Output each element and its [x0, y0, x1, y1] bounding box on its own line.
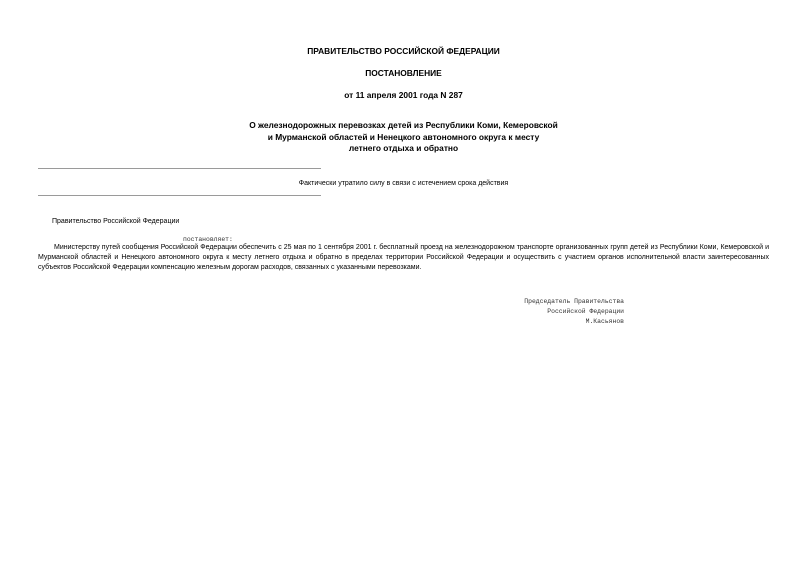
document-type-heading: ПОСТАНОВЛЕНИЕ: [365, 68, 442, 78]
signature-country: Российской Федерации: [547, 308, 624, 315]
decree-word: постановляет:: [183, 236, 233, 243]
organization-heading: ПРАВИТЕЛЬСТВО РОССИЙСКОЙ ФЕДЕРАЦИИ: [307, 46, 500, 56]
body-paragraph: Министерству путей сообщения Российской Федерации обеспечить с 25 мая по 1 сентября 2001 г. бесплатный проезд на железнодорожном транспорте организованных групп детей из Республики Коми, Кемеровской и Мурманской областей и Ненецкого автономного округа к месту летнего отдыха и обратно в пределах территории Российской Федерации и осуществить с участием органов исполнительной власти заинтересованных субъектов Российской Федерации компенсацию железным дорогам расходов, связанных с указанными перевозками.: [38, 244, 769, 271]
title-line: О железнодорожных перевозках детей из Республики Коми, Кемеровской: [249, 120, 558, 130]
date-number-heading: от 11 апреля 2001 года N 287: [344, 90, 463, 100]
issuer-line: Правительство Российской Федерации: [52, 218, 180, 225]
title-line: и Мурманской областей и Ненецкого автономного округа к месту: [267, 131, 540, 142]
divider-top: [38, 168, 321, 169]
title-line: летнего отдыха и обратно: [348, 143, 459, 153]
signature-block: [480, 297, 624, 327]
status-note: Фактически утратило силу в связи с истечением срока действия: [298, 180, 509, 187]
divider-bottom: [38, 195, 321, 196]
signature-position: Председатель Правительства: [524, 298, 624, 305]
document-title: [0, 120, 807, 155]
signature-name: М.Касьянов: [585, 318, 624, 325]
